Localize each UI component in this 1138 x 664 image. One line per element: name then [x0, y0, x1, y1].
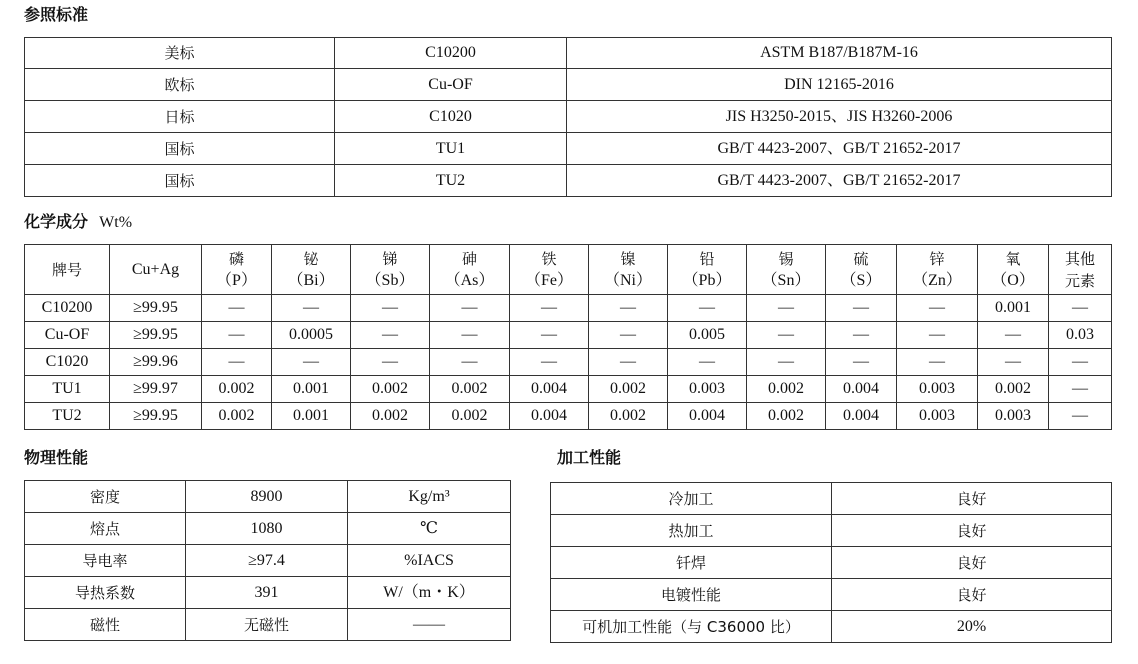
standard-spec: ASTM B187/B187M-16	[567, 38, 1112, 69]
standards-title: 参照标准	[24, 5, 89, 24]
process-name: 电镀性能	[551, 579, 832, 611]
value-cell: 0.0005	[272, 322, 351, 349]
physical-table	[24, 480, 511, 641]
value-cell: —	[351, 349, 430, 376]
standard-grade: Cu-OF	[335, 69, 567, 101]
property-value: 1080	[186, 513, 348, 545]
value-cell: —	[826, 322, 897, 349]
header-name: 铁	[541, 249, 557, 268]
value-cell: 0.002	[430, 403, 510, 430]
property-unit: ——	[348, 609, 511, 641]
processing-row	[551, 547, 1112, 579]
chemical-row	[25, 349, 1112, 376]
standard-spec: JIS H3250-2015、JIS H3260-2006	[567, 101, 1112, 133]
header-symbol: （S）	[840, 271, 882, 289]
header-symbol: （P）	[216, 271, 257, 289]
header-symbol: （Fe）	[524, 271, 573, 289]
value-cell: 0.002	[202, 376, 272, 403]
property-value: ≥97.4	[186, 545, 348, 577]
value-cell: —	[826, 349, 897, 376]
header-name: 氧	[1005, 249, 1021, 268]
value-cell: 0.002	[430, 376, 510, 403]
value-cell: 0.002	[747, 403, 826, 430]
chemical-header-cell	[589, 245, 668, 295]
property-name: 磁性	[25, 609, 186, 641]
value-cell: 0.003	[897, 403, 978, 430]
value-cell: —	[978, 322, 1049, 349]
value-cell: —	[351, 295, 430, 322]
value-cell: —	[668, 295, 747, 322]
value-cell: —	[589, 322, 668, 349]
header-name: 镍	[620, 249, 636, 268]
value-cell: 0.004	[668, 403, 747, 430]
value-cell: —	[430, 349, 510, 376]
value-cell: 0.03	[1049, 322, 1112, 349]
header-symbol: （Ni）	[603, 271, 652, 289]
chemical-table	[24, 244, 1112, 430]
value-cell: ≥99.95	[110, 403, 202, 430]
chemical-header-cell	[202, 245, 272, 295]
standard-spec: GB/T 4423-2007、GB/T 21652-2017	[567, 133, 1112, 165]
value-cell: 0.002	[589, 403, 668, 430]
value-cell: —	[589, 295, 668, 322]
chemical-header-cell	[272, 245, 351, 295]
property-unit: W/（m・K）	[348, 577, 511, 609]
chemical-header-cell	[747, 245, 826, 295]
standard-spec: DIN 12165-2016	[567, 69, 1112, 101]
value-cell: —	[747, 322, 826, 349]
value-cell: —	[897, 295, 978, 322]
header-name: 锑	[382, 249, 398, 268]
standards-row	[25, 69, 1112, 101]
value-cell: 0.004	[510, 403, 589, 430]
processing-title: 加工性能	[557, 448, 622, 467]
value-cell: —	[1049, 376, 1112, 403]
process-name: 热加工	[551, 515, 832, 547]
value-cell: —	[202, 322, 272, 349]
chemical-header-cell	[351, 245, 430, 295]
property-name: 导电率	[25, 545, 186, 577]
header-symbol: （As）	[444, 271, 495, 289]
physical-row	[25, 513, 511, 545]
value-cell: —	[668, 349, 747, 376]
value-cell: —	[747, 349, 826, 376]
process-rating: 良好	[832, 579, 1112, 611]
value-cell: 0.002	[978, 376, 1049, 403]
header-name: 砷	[461, 249, 477, 268]
chemical-row	[25, 295, 1112, 322]
grade-cell: TU1	[25, 376, 110, 403]
standards-row	[25, 101, 1112, 133]
processing-row	[551, 483, 1112, 515]
grade-cell: C1020	[25, 349, 110, 376]
value-cell: ≥99.95	[110, 295, 202, 322]
process-rating: 良好	[832, 483, 1112, 515]
property-unit: %IACS	[348, 545, 511, 577]
chemical-header-cell	[897, 245, 978, 295]
value-cell: 0.003	[897, 376, 978, 403]
grade-cell: C10200	[25, 295, 110, 322]
chemical-header-cell	[430, 245, 510, 295]
chemical-header-cell	[826, 245, 897, 295]
standard-region: 日标	[25, 101, 335, 133]
header-symbol: （Sn）	[761, 271, 811, 289]
value-cell: —	[430, 295, 510, 322]
value-cell: ≥99.97	[110, 376, 202, 403]
process-name: 冷加工	[551, 483, 832, 515]
value-cell: —	[202, 349, 272, 376]
value-cell: 0.004	[510, 376, 589, 403]
standards-table	[24, 37, 1112, 197]
value-cell: —	[202, 295, 272, 322]
standard-grade: C10200	[335, 38, 567, 69]
value-cell: —	[272, 295, 351, 322]
value-cell: 0.002	[747, 376, 826, 403]
header-name: 锌	[929, 249, 945, 268]
value-cell: —	[1049, 403, 1112, 430]
chemical-header-cell	[978, 245, 1049, 295]
chemical-header-cell	[510, 245, 589, 295]
processing-row	[551, 515, 1112, 547]
value-cell: 0.004	[826, 403, 897, 430]
value-cell: 0.005	[668, 322, 747, 349]
physical-row	[25, 545, 511, 577]
value-cell: —	[978, 349, 1049, 376]
chemical-row	[25, 376, 1112, 403]
header-name: Cu+Ag	[131, 260, 180, 278]
value-cell: 0.003	[668, 376, 747, 403]
value-cell: ≥99.96	[110, 349, 202, 376]
value-cell: —	[747, 295, 826, 322]
standard-region: 欧标	[25, 69, 335, 101]
physical-row	[25, 609, 511, 641]
physical-title: 物理性能	[24, 448, 89, 467]
header-name: 牌号	[51, 260, 82, 279]
header-symbol: （Zn）	[912, 271, 962, 289]
property-unit: Kg/m³	[348, 481, 511, 513]
property-value: 8900	[186, 481, 348, 513]
chemical-title-text: 化学成分	[24, 212, 89, 231]
chemical-title	[24, 212, 132, 233]
value-cell: 0.002	[351, 403, 430, 430]
chemical-row	[25, 322, 1112, 349]
processing-table	[550, 482, 1112, 643]
grade-cell: Cu-OF	[25, 322, 110, 349]
value-cell: —	[589, 349, 668, 376]
value-cell: —	[897, 322, 978, 349]
standard-grade: C1020	[335, 101, 567, 133]
value-cell: 0.002	[351, 376, 430, 403]
value-cell: —	[897, 349, 978, 376]
standard-grade: TU2	[335, 165, 567, 197]
property-unit: ℃	[348, 513, 511, 545]
value-cell: —	[510, 295, 589, 322]
chemical-header-cell	[110, 245, 202, 295]
chemical-header-cell	[668, 245, 747, 295]
chemical-header-cell	[25, 245, 110, 295]
value-cell: —	[272, 349, 351, 376]
header-name: 其他	[1064, 249, 1095, 268]
value-cell: —	[510, 322, 589, 349]
standards-row	[25, 38, 1112, 69]
property-name: 密度	[25, 481, 186, 513]
value-cell: 0.001	[978, 295, 1049, 322]
header-name: 磷	[228, 249, 244, 268]
standard-region: 国标	[25, 165, 335, 197]
value-cell: —	[510, 349, 589, 376]
header-name: 铅	[699, 249, 715, 268]
value-cell: 0.003	[978, 403, 1049, 430]
chemical-unit: Wt%	[99, 214, 133, 231]
standards-row	[25, 133, 1112, 165]
value-cell: —	[826, 295, 897, 322]
process-rating: 20%	[832, 611, 1112, 643]
standard-region: 国标	[25, 133, 335, 165]
value-cell: —	[1049, 295, 1112, 322]
standard-grade: TU1	[335, 133, 567, 165]
physical-row	[25, 481, 511, 513]
header-symbol: （Pb）	[682, 271, 732, 289]
chemical-header-row	[25, 245, 1112, 295]
property-name: 熔点	[25, 513, 186, 545]
grade-cell: TU2	[25, 403, 110, 430]
property-value: 391	[186, 577, 348, 609]
value-cell: 0.002	[202, 403, 272, 430]
processing-row	[551, 579, 1112, 611]
value-cell: 0.004	[826, 376, 897, 403]
property-name: 导热系数	[25, 577, 186, 609]
chemical-header-cell	[1049, 245, 1112, 295]
property-value: 无磁性	[186, 609, 348, 641]
header-symbol: （O）	[991, 271, 1035, 289]
value-cell: 0.001	[272, 403, 351, 430]
standards-row	[25, 165, 1112, 197]
value-cell: 0.002	[589, 376, 668, 403]
standard-spec: GB/T 4423-2007、GB/T 21652-2017	[567, 165, 1112, 197]
standard-region: 美标	[25, 38, 335, 69]
value-cell: —	[430, 322, 510, 349]
process-rating: 良好	[832, 547, 1112, 579]
header-symbol: （Bi）	[287, 271, 335, 289]
physical-row	[25, 577, 511, 609]
header-name: 硫	[853, 249, 869, 268]
process-name: 可机加工性能（与 C36000 比）	[551, 611, 832, 643]
chemical-row	[25, 403, 1112, 430]
header-name: 铋	[303, 249, 319, 268]
processing-row	[551, 611, 1112, 643]
value-cell: —	[1049, 349, 1112, 376]
header-symbol: （Sb）	[365, 271, 415, 289]
value-cell: ≥99.95	[110, 322, 202, 349]
header-name: 锡	[778, 249, 794, 268]
process-rating: 良好	[832, 515, 1112, 547]
header-symbol: 元素	[1064, 271, 1095, 290]
value-cell: —	[351, 322, 430, 349]
value-cell: 0.001	[272, 376, 351, 403]
process-name: 钎焊	[551, 547, 832, 579]
